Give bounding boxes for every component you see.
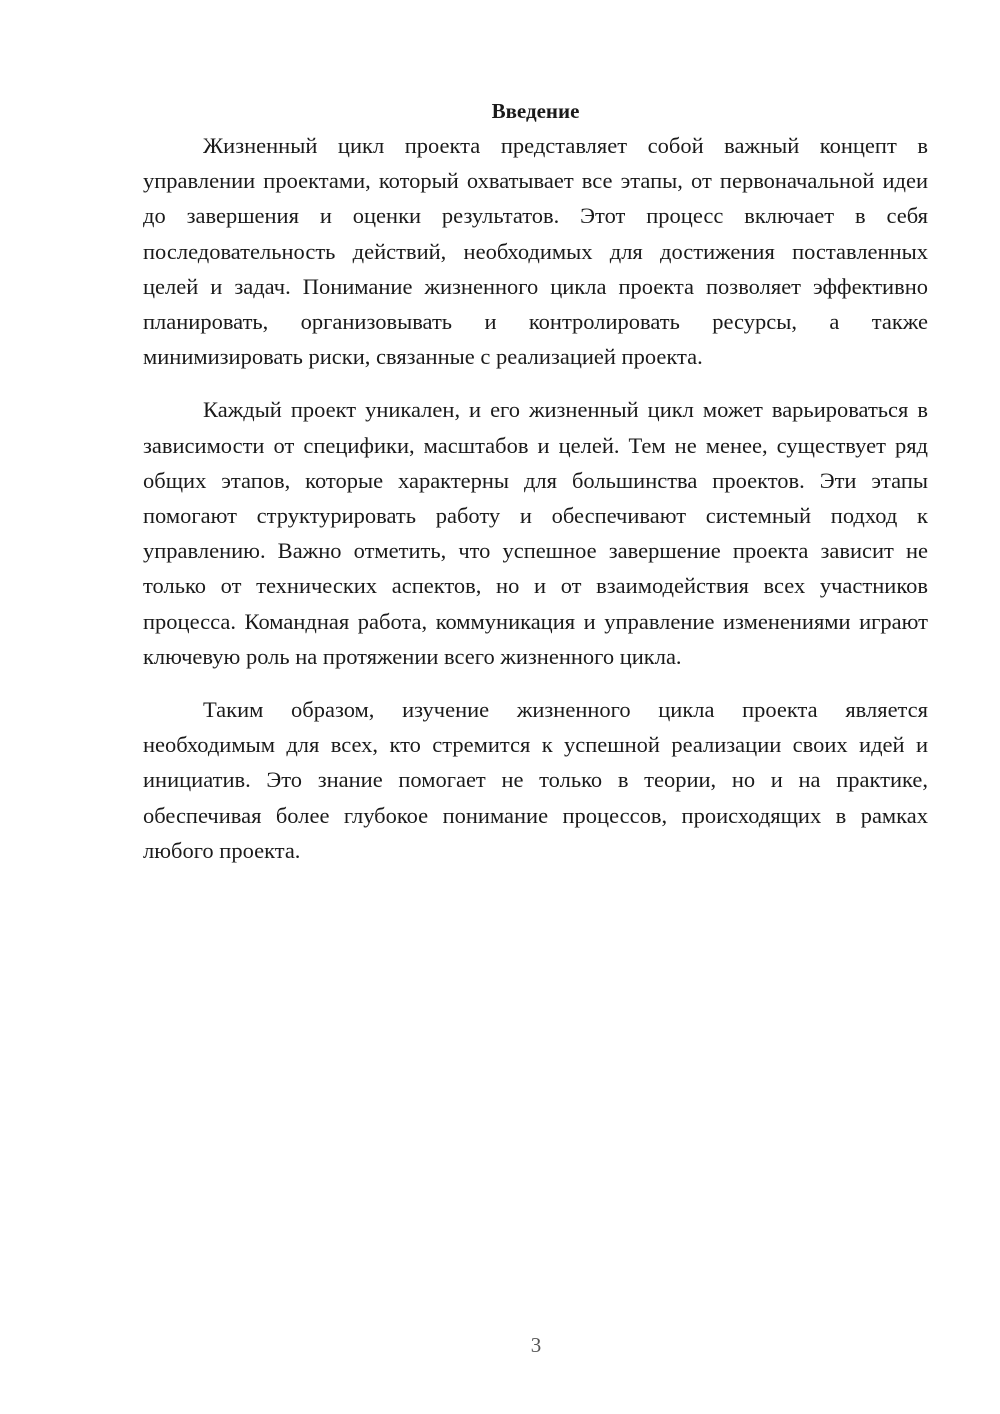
paragraph-1: Жизненный цикл проекта представляет собой важный концепт в управлении проектами, который охватывает все этапы, от первоначальной идеи до завершения и оценки результатов. Этот процесс включает в себя последовательность действий, необходимых для достижения поставленных целей и задач. Понимание жизненного цикла проекта позволяет эффективно планировать, организовывать и контролировать ресурсы, а также минимизировать риски, связанные с реализацией проекта. — [143, 133, 928, 370]
page-number: 3 — [530, 1333, 542, 1357]
section-title: Введение — [491, 99, 580, 123]
paragraph-2: Каждый проект уникален, и его жизненный цикл может варьироваться в зависимости от специфики, масштабов и целей. Тем не менее, существует ряд общих этапов, которые характерны для большинства проектов. Эти этапы помогают структурировать работу и обеспечивают системный подход к управлению. Важно отметить, что успешное завершение проекта зависит не только от технических аспектов, но и от взаимодействия всех участников процесса. Командная работа, коммуникация и управление изменениями играют ключевую роль на протяжении всего жизненного цикла. — [143, 397, 928, 669]
page-content — [143, 96, 928, 886]
paragraph-3: Таким образом, изучение жизненного цикла проекта является необходимым для всех, кто стремится к успешной реализации своих идей и инициатив. Это знание помогает не только в теории, но и на практике, обеспечивая более глубокое понимание процессов, происходящих в рамках любого проекта. — [143, 697, 928, 863]
